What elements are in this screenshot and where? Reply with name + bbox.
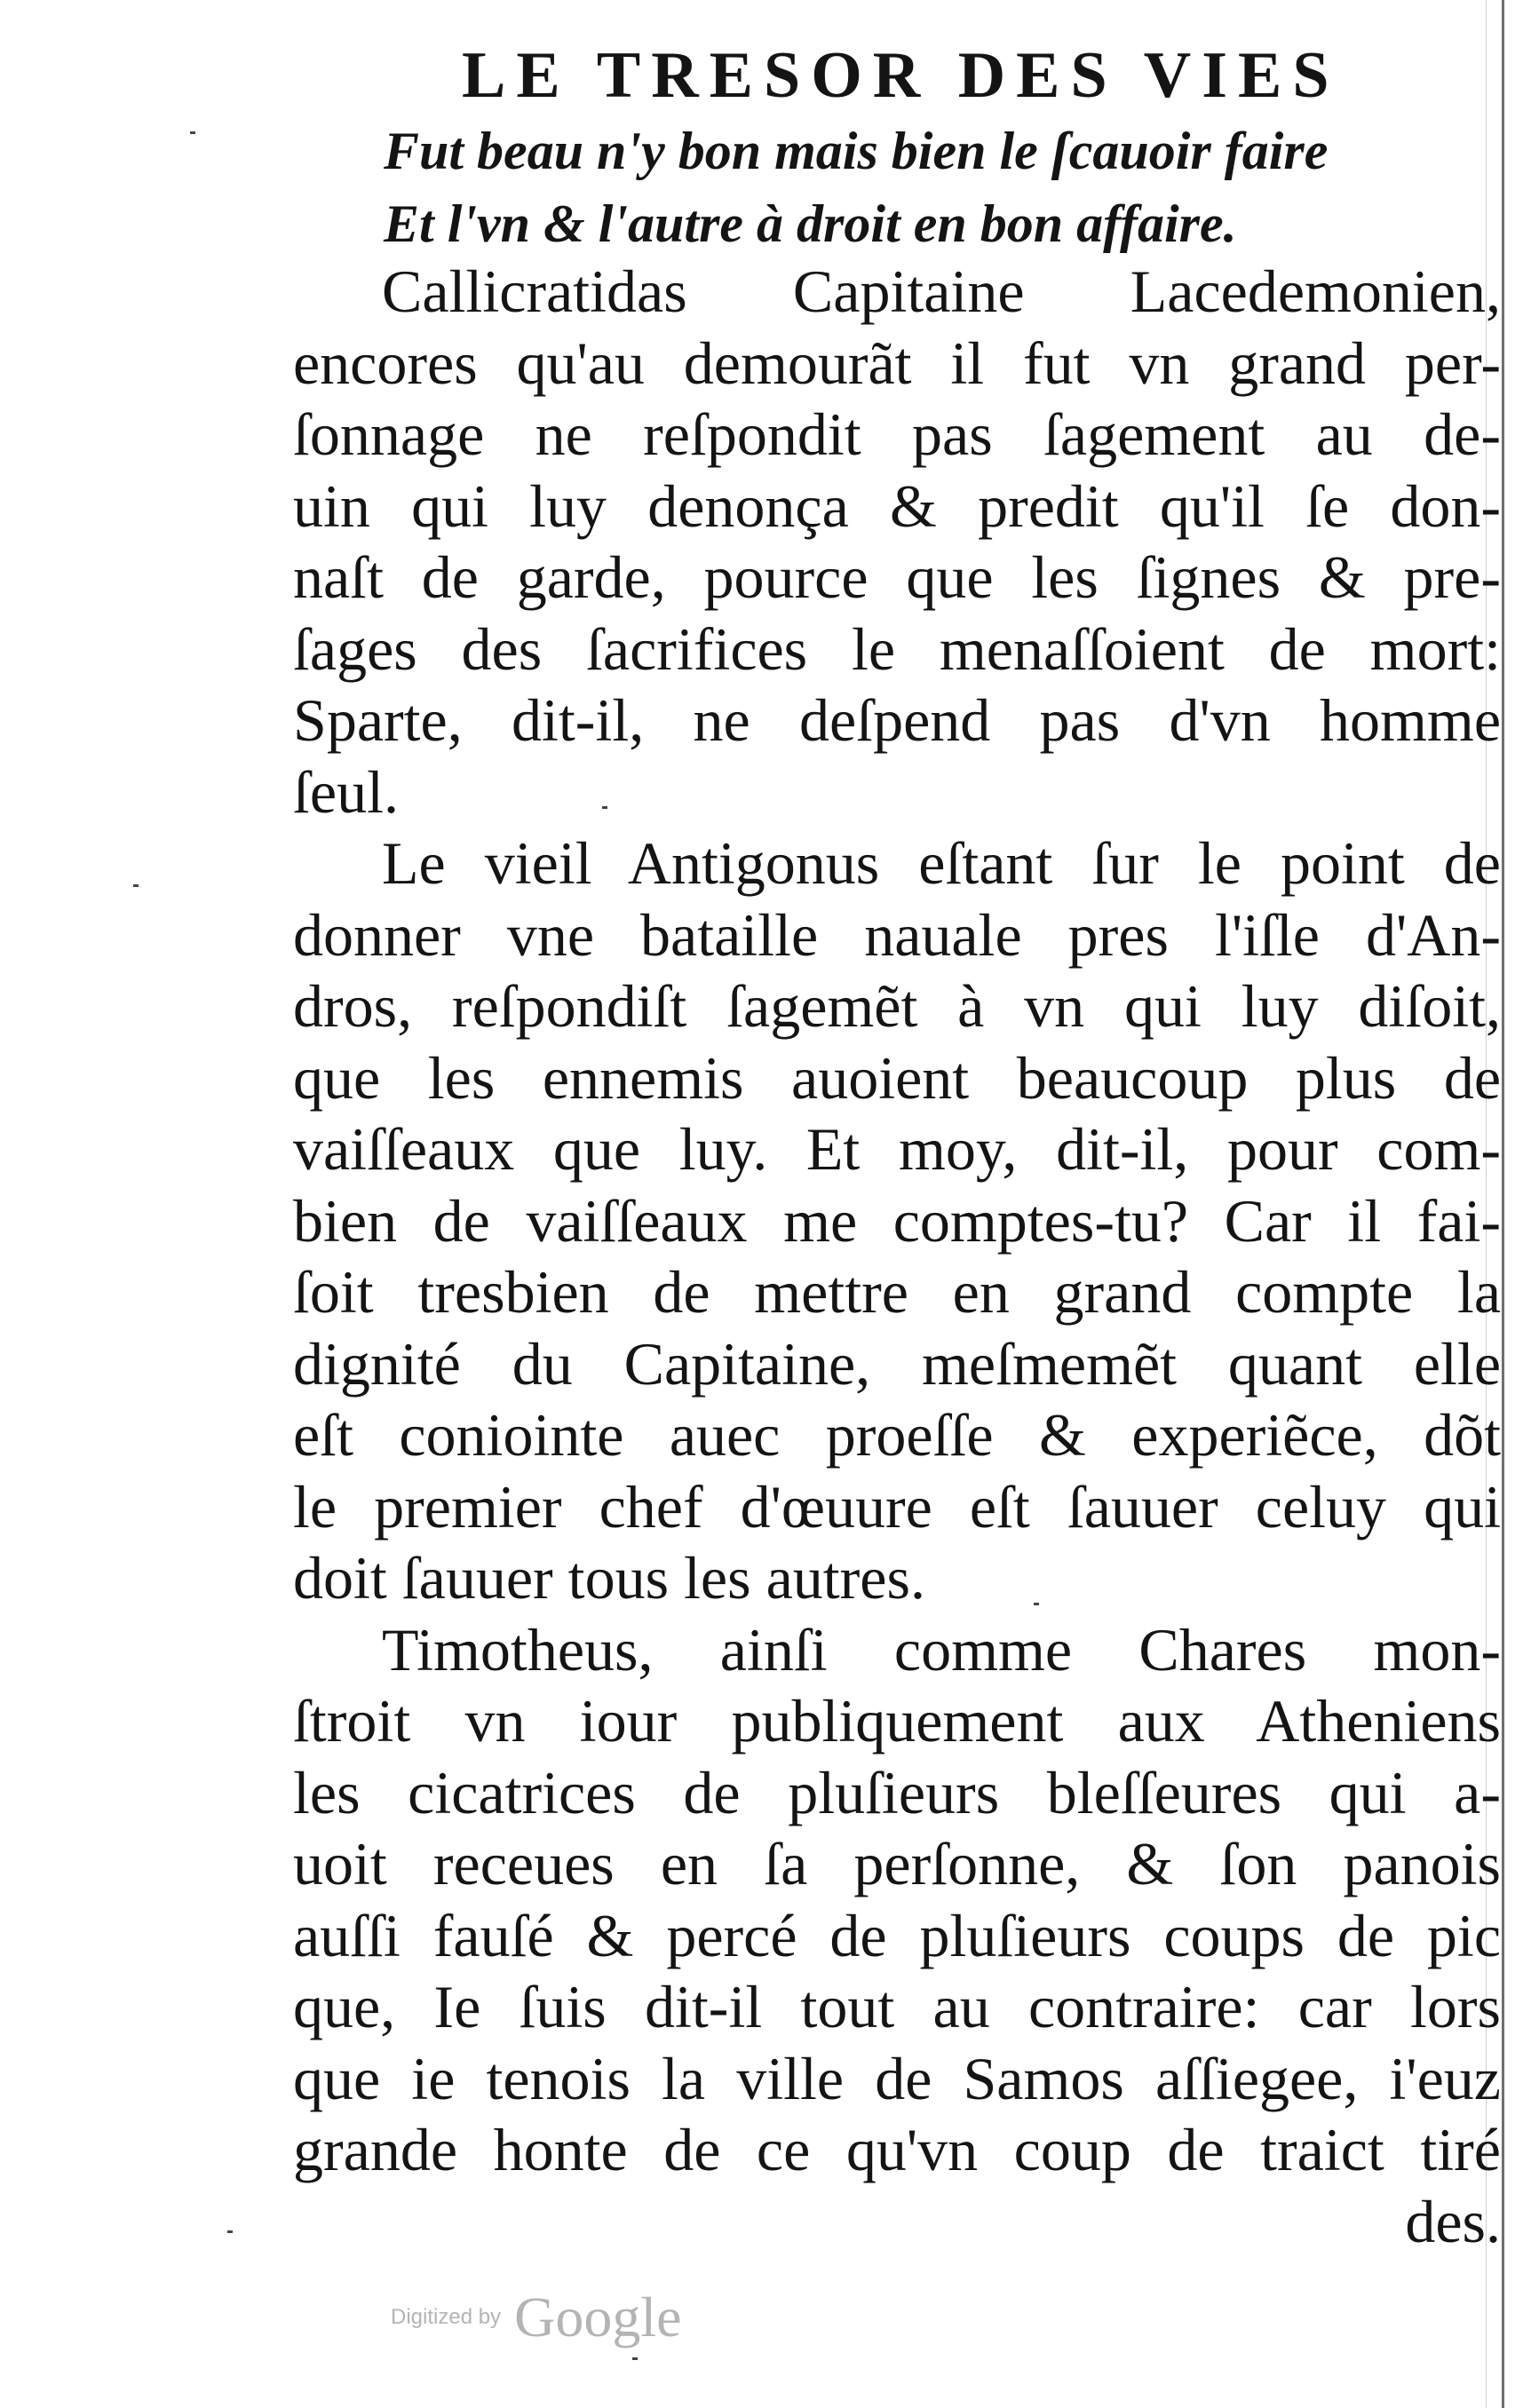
scan-speck [632, 2357, 638, 2360]
text-line: ſoit tresbien de mettre en grand compte la [293, 1258, 1501, 1326]
text-line: Le vieil Antigonus eſtant ſur le point de [382, 829, 1501, 897]
text-line: doit ſauuer tous les autres. [293, 1544, 925, 1612]
scan-speck [602, 806, 607, 809]
scan-speck [1034, 1603, 1039, 1605]
text-line: auſſi fauſé & percé de pluſieurs coups de pic [293, 1901, 1501, 1969]
text-line: dignité du Capitaine, meſmemẽt quant elle [293, 1329, 1501, 1398]
text-line: naſt de garde, pource que les ſignes & pre- [293, 543, 1501, 611]
scan-speck [133, 884, 139, 887]
text-line: grande honte de ce qu'vn coup de traict tiré [293, 2116, 1501, 2183]
verse-line: Et l'vn & l'autre à droit en bon affaire. [384, 194, 1237, 253]
scan-speck [227, 2230, 233, 2233]
text-line: le premier chef d'œuure eſt ſauuer celuy qui [293, 1472, 1501, 1541]
text-line: que les ennemis auoient beaucoup plus de [293, 1043, 1501, 1112]
text-line: que ie tenois la ville de Samos aſſiegee, i'euz [293, 2044, 1501, 2112]
paragraph [293, 1614, 1501, 2258]
paragraph [293, 256, 1501, 828]
catchword: des. [1405, 2187, 1501, 2255]
text-line: Sparte, dit-il, ne deſpend pas d'vn homme [293, 686, 1501, 754]
text-line: que, Ie ſuis dit-il tout au contraire: car lors [293, 1973, 1501, 2040]
text-line: bien de vaiſſeaux me comptes-tu? Car il fai- [293, 1186, 1501, 1255]
watermark-logo: Google [514, 2285, 682, 2349]
text-line: ſeul. [293, 757, 399, 826]
page-edge-line [1502, 0, 1504, 2408]
running-title: LE TRESOR DES VIES [462, 39, 1340, 112]
text-line: uoit receues en ſa perſonne, & ſon panois [293, 1830, 1501, 1897]
text-line: uin qui luy denonça & predit qu'il ſe don- [293, 471, 1501, 540]
text-line: les cicatrices de pluſieurs bleſſeures qui a- [293, 1758, 1501, 1826]
text-line: ſonnage ne reſpondit pas ſagement au de- [293, 400, 1501, 468]
text-line: donner vne bataille nauale pres l'iſle d'An- [293, 900, 1501, 969]
text-line: Timotheus, ainſi comme Chares mon- [382, 1615, 1501, 1683]
text-line: dros, reſpondiſt ſagemẽt à vn qui luy diſoit, [293, 972, 1501, 1040]
text-line: Callicratidas Capitaine Lacedemonien, [382, 257, 1501, 325]
watermark-prefix: Digitized by [391, 2305, 502, 2329]
text-line: ſages des ſacrifices le menaſſoient de mort: [293, 614, 1501, 683]
scan-speck [190, 131, 195, 134]
body-text [293, 256, 1501, 2257]
verse-line: Fut beau n'y bon mais bien le ſcauoir faire [384, 122, 1329, 180]
paragraph [293, 828, 1501, 1614]
text-line: ſtroit vn iour publiquement aux Atheniens [293, 1687, 1501, 1755]
text-line: vaiſſeaux que luy. Et moy, dit-il, pour com- [293, 1115, 1501, 1183]
text-line: eſt coniointe auec proeſſe & experiẽce, dõt [293, 1401, 1501, 1469]
text-line: encores qu'au demourãt il fut vn grand per- [293, 329, 1501, 397]
digitized-watermark [391, 2285, 682, 2349]
